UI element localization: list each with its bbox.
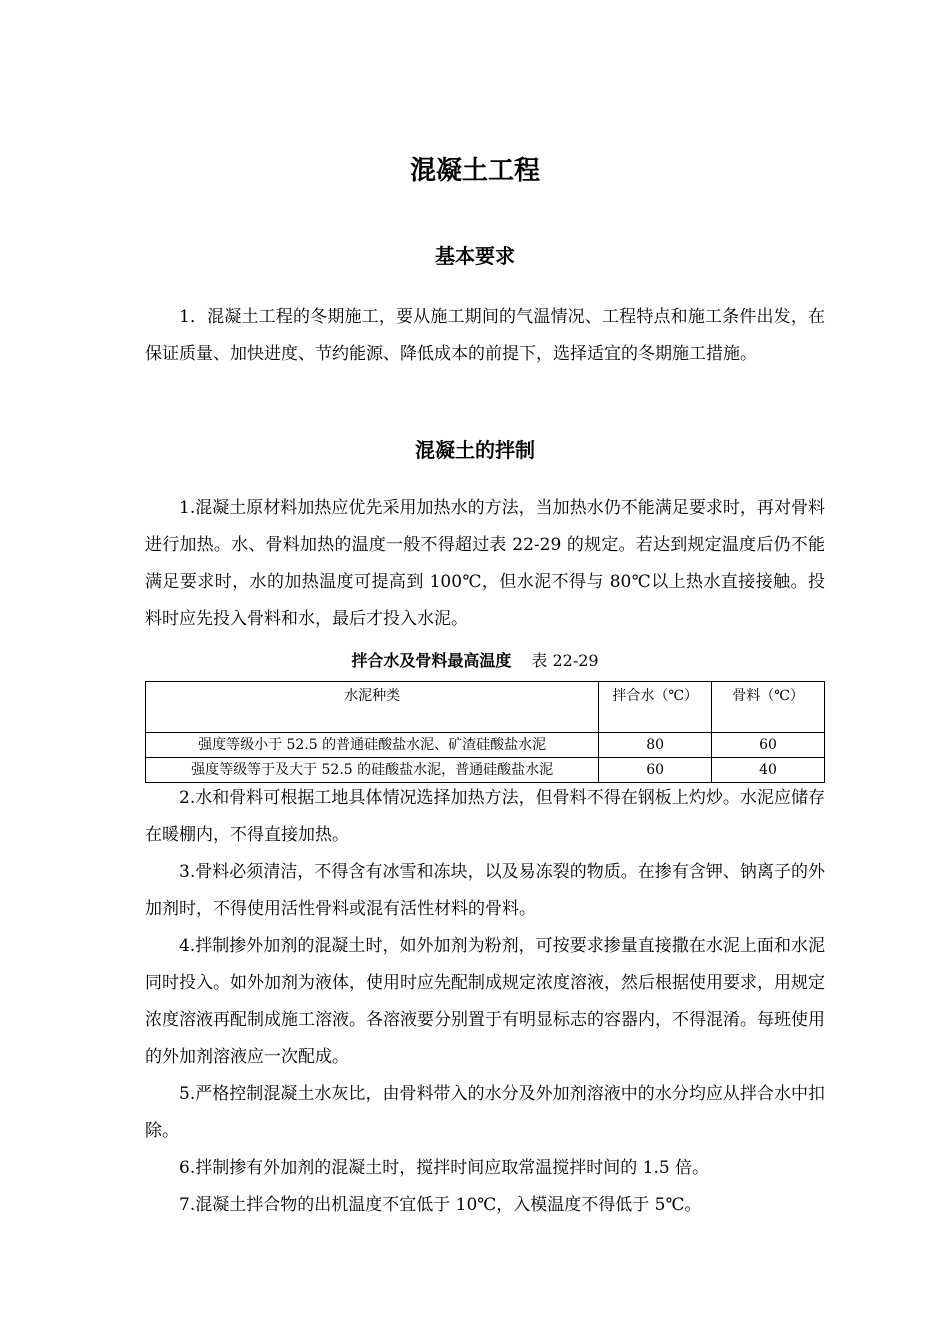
table-caption-number: 表 22-29: [531, 651, 599, 670]
table-header-mixing-water: 拌合水（℃）: [599, 682, 712, 733]
table-cell: 60: [712, 733, 825, 758]
table-header-cement-type: 水泥种类: [146, 682, 599, 733]
table-row: [146, 733, 825, 758]
paragraph-mixing-5: 5.严格控制混凝土水灰比，由骨料带入的水分及外加剂溶液中的水分均应从拌合水中扣除。: [145, 1084, 825, 1141]
table-caption: [0, 648, 950, 671]
paragraphs-after-table: [145, 780, 825, 1224]
document-title: 混凝土工程: [409, 156, 540, 186]
table-row: [146, 758, 825, 783]
table-cell: 60: [599, 758, 712, 783]
paragraph-mixing-2: 2.水和骨料可根据工地具体情况选择加热方法，但骨料不得在钢板上灼炒。水泥应储存在暖棚内，不得直接加热。: [145, 788, 825, 845]
table-cell: 强度等级等于及大于 52.5 的硅酸盐水泥，普通硅酸盐水泥: [146, 758, 599, 783]
paragraph-mixing-3: 3.骨料必须清洁，不得含有冰雪和冻块，以及易冻裂的物质。在掺有含钾、钠离子的外加剂时，不得使用活性骨料或混有活性材料的骨料。: [145, 862, 825, 919]
table-cell: 强度等级小于 52.5 的普通硅酸盐水泥、矿渣硅酸盐水泥: [146, 733, 599, 758]
temperature-table: [145, 681, 825, 783]
table-cell: 40: [712, 758, 825, 783]
table-caption-title: 拌合水及骨料最高温度: [351, 651, 512, 670]
paragraph-mixing-6: 6.拌制掺有外加剂的混凝土时，搅拌时间应取常温搅拌时间的 1.5 倍。: [179, 1158, 710, 1178]
paragraph-mixing-1: 1.混凝土原材料加热应优先采用加热水的方法，当加热水仍不能满足要求时，再对骨料进行加热。水、骨料加热的温度一般不得超过表 22-29 的规定。若达到规定温度后仍不能满足要求时，水的加热温度可提高到 100℃，但水泥不得与 80℃以上热水直接接触。投料时应先投入骨料和水，最后才投入水泥。: [145, 498, 825, 629]
table-cell: 80: [599, 733, 712, 758]
section-heading-basic-requirements: 基本要求: [435, 244, 515, 268]
table-header-aggregate: 骨料（℃）: [712, 682, 825, 733]
section-heading-mixing: 混凝土的拌制: [415, 438, 535, 462]
paragraph-mixing-7: 7.混凝土拌合物的出机温度不宜低于 10℃，入模温度不得低于 5℃。: [179, 1195, 702, 1215]
paragraph-basic-requirements: 1．混凝土工程的冬期施工，要从施工期间的气温情况、工程特点和施工条件出发，在保证质量、加快进度、节约能源、降低成本的前提下，选择适宜的冬期施工措施。: [145, 307, 825, 364]
paragraph-mixing-4: 4.拌制掺外加剂的混凝土时，如外加剂为粉剂，可按要求掺量直接撒在水泥上面和水泥同时投入。如外加剂为液体，使用时应先配制成规定浓度溶液，然后根据使用要求，用规定浓度溶液再配制成施工溶液。各溶液要分别置于有明显标志的容器内，不得混淆。每班使用的外加剂溶液应一次配成。: [145, 936, 825, 1067]
table-header-row: [146, 682, 825, 733]
